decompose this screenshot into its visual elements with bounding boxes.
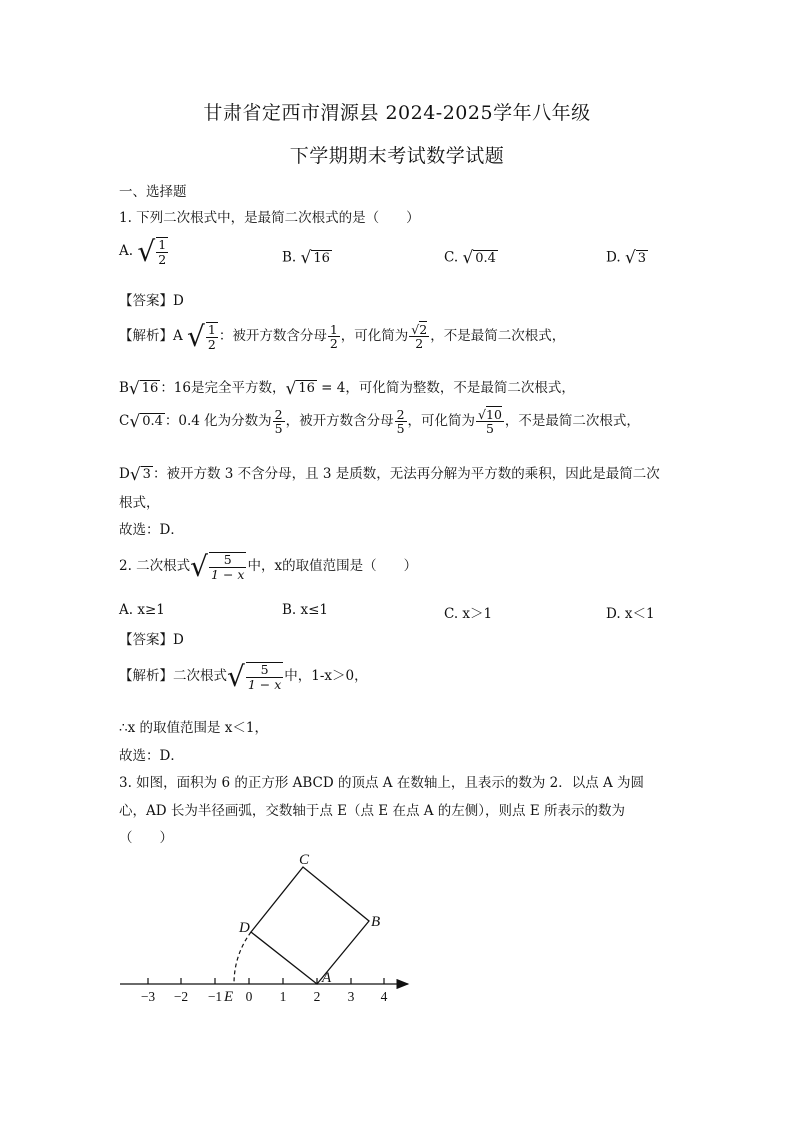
q1-choose: 故选：D． — [119, 522, 184, 538]
square-abcd — [251, 867, 369, 984]
q2-explanation-range: ∴x 的取值范围是 x＜1， — [119, 720, 268, 736]
q1-stem: 1. 下列二次根式中，是最简二次根式的是（ ） — [119, 210, 420, 226]
q1-explanation-a: 【解析】A √ $\frac{1}{2}$ ：被开方数含分母 $\frac{1}{2}$ ，可化简为 $\frac{√2}{2}$ ，不是最简二次根式， — [119, 320, 566, 353]
point-label-e: E — [224, 989, 234, 1005]
tick-label-neg1: −1 — [207, 989, 223, 1004]
q1-answer: 【答案】D — [119, 293, 184, 309]
q2-option-c: C. x＞1 — [444, 606, 493, 622]
q1-option-b-label: B. — [282, 249, 297, 266]
q2-choose: 故选：D． — [119, 748, 184, 764]
q3-stem-line3: （ ） — [119, 830, 173, 846]
q1-option-d-label: D. — [606, 249, 621, 266]
q1-explanation-c: C√ 0.4 ：0.4 化为分数为 $\frac{2}{5}$ ，被开方数含分母 $\frac{2}{5}$ ，可化简为 $\frac{√10}{5}$ ，不是最简二次根式， — [119, 407, 640, 437]
q3-stem-line2: 心，AD 长为半径画弧，交数轴于点 E（点 E 在点 A 的左侧），则点 E 所表示的数为 — [119, 803, 625, 819]
tick-label-neg2: −2 — [173, 989, 189, 1004]
q1-option-a-label: A. — [119, 243, 134, 259]
q2-explanation: 【解析】二次根式√ $\frac{5}{1 - x}$ 中，1-x＞0， — [119, 660, 368, 693]
point-label-c: C — [299, 852, 310, 868]
tick-label-2: 2 — [313, 989, 321, 1004]
point-label-a: A — [322, 970, 332, 986]
tick-marks — [148, 978, 384, 984]
q3-stem-line1: 3. 如图，面积为 6 的正方形 ABCD 的顶点 A 在数轴上，且表示的数为 2．以点 A 为圆 — [119, 775, 645, 791]
q1-explanation-b: B√ 16 ：16是完全平方数，√ 16 = 4，可化简为整数，不是最简二次根式， — [119, 378, 575, 399]
q1-option-c: C. √ 0.4 — [444, 248, 496, 268]
q2-option-a: A. x≥1 — [119, 602, 165, 618]
section-heading: 一、选择题 — [119, 184, 187, 200]
q1-explanation-d-cont: 根式， — [119, 495, 160, 511]
q2-stem: 2. 二次根式√ $\frac{5}{1 - x}$ 中，x的取值范围是（ ） — [119, 550, 418, 583]
q1-option-c-label: C. — [444, 249, 459, 266]
exam-title-line2: 下学期期末考试数学试题 — [289, 145, 505, 167]
tick-label-4: 4 — [380, 989, 388, 1004]
q1-explanation-d: D√ 3 ：被开方数 3 不含分母，且 3 是质数，无法再分解为平方数的乘积，因此是最简二次 — [119, 464, 660, 485]
q1-option-b: B. √ 16 — [282, 248, 330, 268]
arc-ad — [234, 932, 251, 984]
tick-label-0: 0 — [245, 989, 253, 1004]
q1-option-a — [119, 235, 169, 268]
q1-option-d: D. √ 3 — [606, 248, 647, 268]
tick-label-1: 1 — [279, 989, 287, 1004]
tick-label-3: 3 — [347, 989, 355, 1004]
q3-figure — [110, 845, 430, 1025]
point-label-d: D — [239, 920, 250, 936]
q1-option-a-radical: √ $\frac{1}{2}$ — [137, 235, 167, 268]
q2-option-d: D. x＜1 — [606, 606, 655, 622]
exam-title-line1: 甘肃省定西市渭源县 2024-2025学年八年级 — [203, 102, 591, 124]
q2-option-b: B. x≤1 — [282, 602, 329, 618]
tick-label-neg3: −3 — [140, 989, 156, 1004]
q2-answer: 【答案】D — [119, 632, 184, 648]
point-label-b: B — [371, 914, 381, 930]
